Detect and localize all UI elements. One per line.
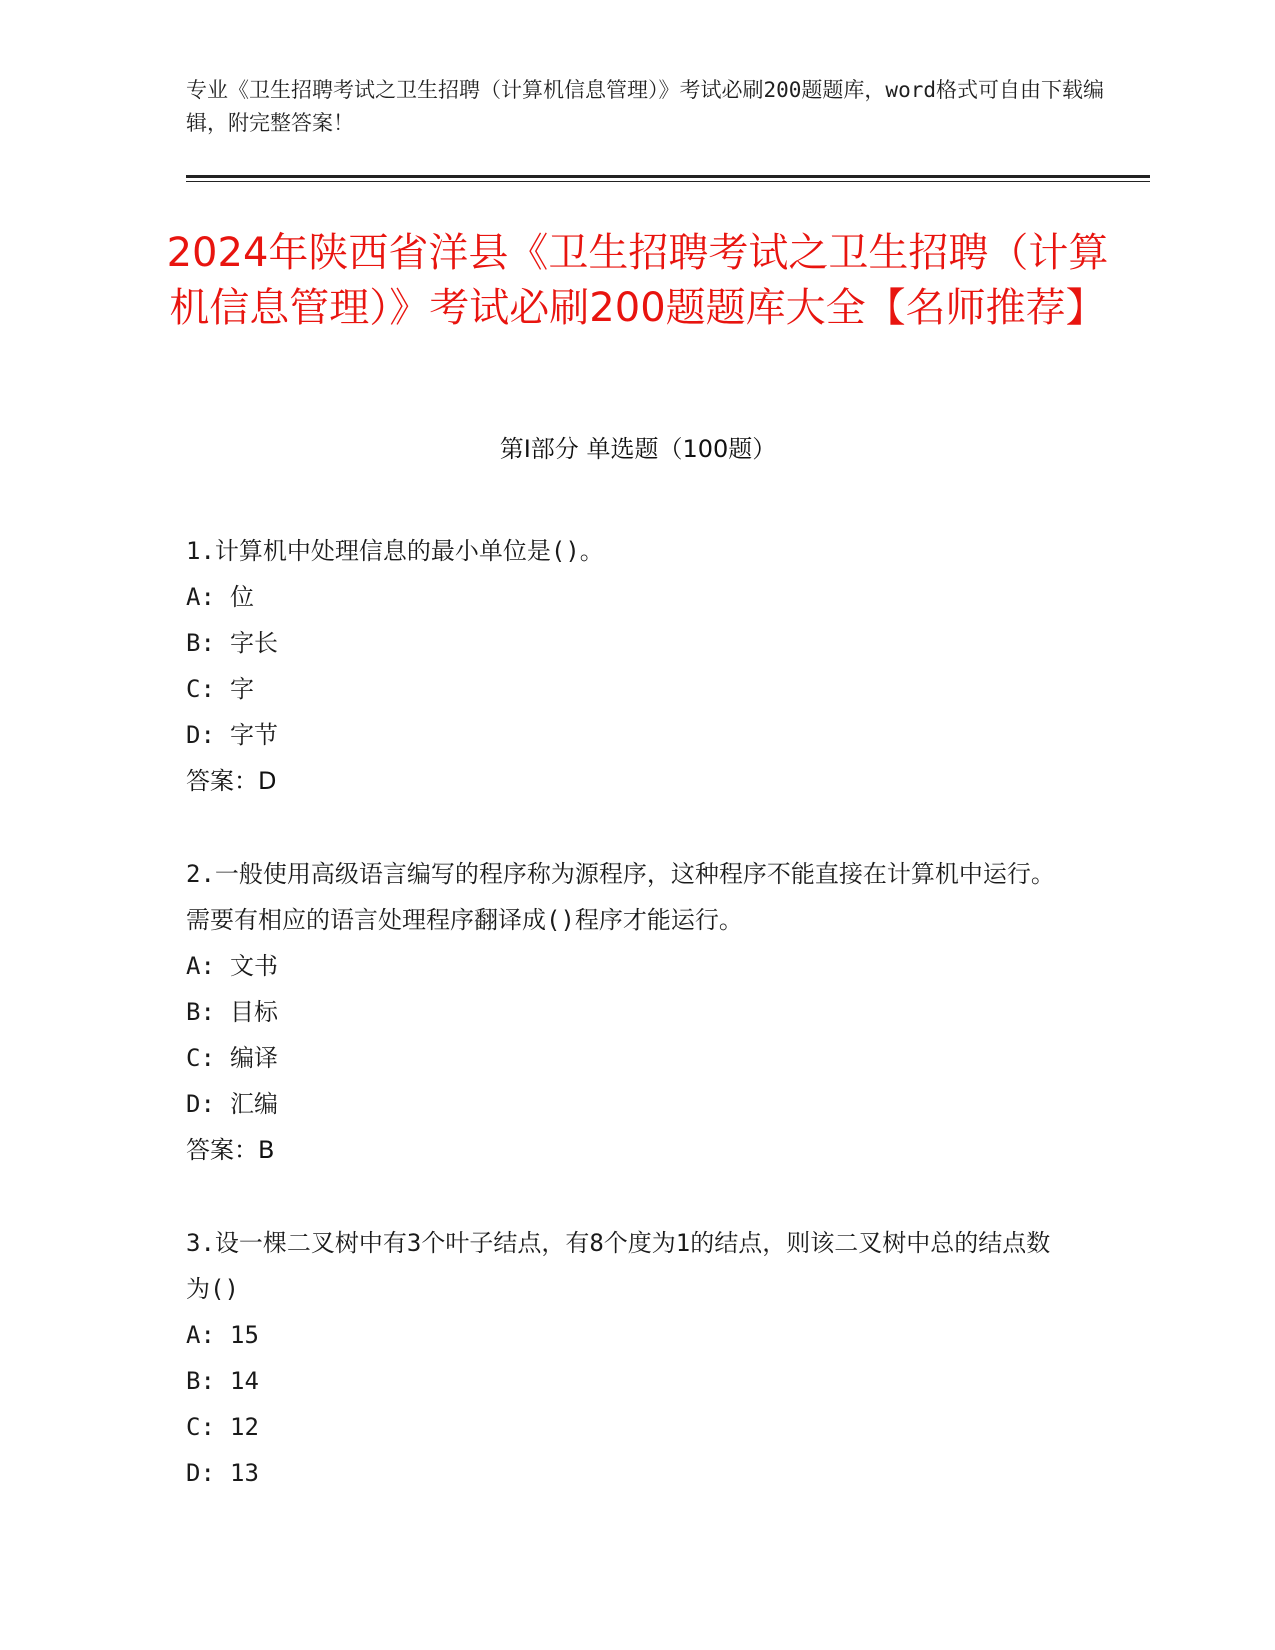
option-c — [186, 1035, 1066, 1081]
option-label: D: — [186, 1459, 215, 1487]
header-rule-thick — [186, 175, 1150, 178]
option-text: 位 — [230, 583, 254, 611]
option-d — [186, 1450, 1066, 1496]
option-label: B: — [186, 998, 215, 1026]
option-text: 目标 — [230, 998, 278, 1026]
option-label: A: — [186, 952, 215, 980]
option-text: 14 — [230, 1367, 259, 1395]
question-2 — [186, 851, 1066, 1173]
option-text: 12 — [230, 1413, 259, 1441]
option-label: D: — [186, 721, 215, 749]
option-label: B: — [186, 1367, 215, 1395]
question-1 — [186, 528, 1066, 804]
option-text: 15 — [230, 1321, 259, 1349]
option-c — [186, 666, 1066, 712]
header-rule-thin — [186, 181, 1150, 182]
option-b — [186, 989, 1066, 1035]
option-text: 编译 — [230, 1044, 278, 1072]
option-c — [186, 1404, 1066, 1450]
option-a — [186, 1312, 1066, 1358]
question-text: 2.一般使用高级语言编写的程序称为源程序，这种程序不能直接在计算机中运行。需要有相应的语言处理程序翻译成()程序才能运行。 — [186, 860, 1055, 934]
question-text: 3.设一棵二叉树中有3个叶子结点，有8个度为1的结点，则该二叉树中总的结点数为() — [186, 1229, 1051, 1303]
answer: 答案：D — [186, 767, 277, 795]
option-text: 文书 — [230, 952, 278, 980]
option-label: C: — [186, 675, 215, 703]
option-label: C: — [186, 1044, 215, 1072]
option-text: 字节 — [230, 721, 278, 749]
question-3 — [186, 1220, 1066, 1496]
option-a — [186, 574, 1066, 620]
option-b — [186, 620, 1066, 666]
option-label: A: — [186, 1321, 215, 1349]
option-d — [186, 712, 1066, 758]
option-a — [186, 943, 1066, 989]
option-d — [186, 1081, 1066, 1127]
option-text: 字 — [230, 675, 254, 703]
option-b — [186, 1358, 1066, 1404]
document-title: 2024年陕西省洋县《卫生招聘考试之卫生招聘（计算机信息管理）》考试必刷200题题库大全【名师推荐】 — [166, 230, 1109, 331]
option-label: A: — [186, 583, 215, 611]
option-text: 字长 — [230, 629, 278, 657]
question-text: 1.计算机中处理信息的最小单位是()。 — [186, 537, 604, 565]
answer: 答案：B — [186, 1136, 275, 1164]
section-heading: 第Ⅰ部分 单选题（100题） — [499, 435, 777, 463]
option-label: B: — [186, 629, 215, 657]
option-text: 13 — [230, 1459, 259, 1487]
option-text: 汇编 — [230, 1090, 278, 1118]
option-label: C: — [186, 1413, 215, 1441]
question-list — [186, 528, 1066, 1543]
option-label: D: — [186, 1090, 215, 1118]
header-note: 专业《卫生招聘考试之卫生招聘（计算机信息管理）》考试必刷200题题库，word格式可自由下载编辑，附完整答案！ — [186, 78, 1104, 135]
